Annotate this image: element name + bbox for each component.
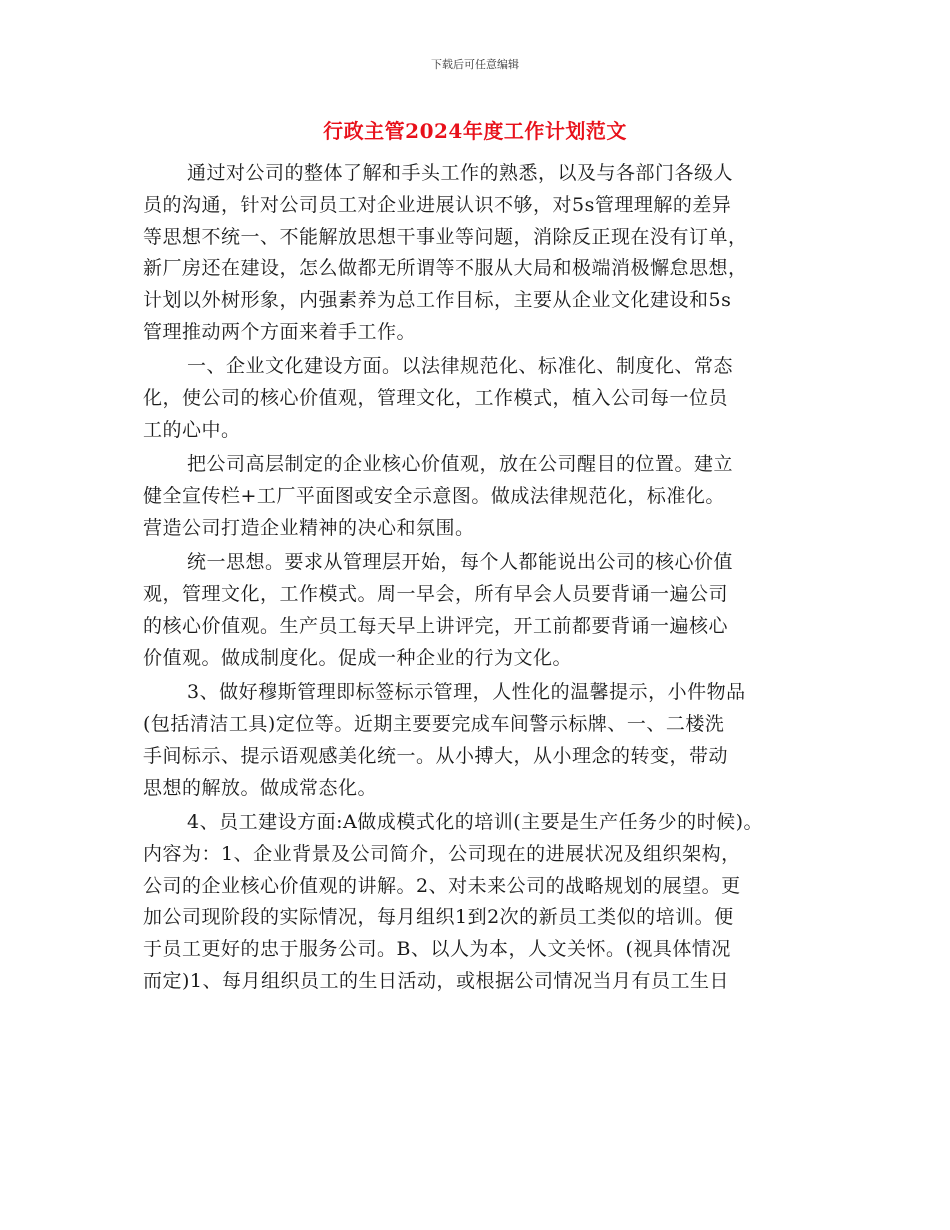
text-line: 3、做好穆斯管理即标签标示管理，人性化的温馨提示，小件物品 [187,681,746,704]
text-line: 等思想不统一、不能解放思想干事业等问题，消除反正现在没有订单， [143,225,748,248]
text-line: (包括清洁工具)定位等。近期主要要完成车间警示标牌、一、二楼洗 [143,712,725,735]
text-line: 思想的解放。做成常态化。 [143,776,378,799]
text-line: 4、员工建设方面:A做成模式化的培训(主要是生产任务少的时候)。 [187,810,764,833]
text-line: 通过对公司的整体了解和手头工作的熟悉，以及与各部门各级人 [187,162,734,184]
paragraph [143,449,813,544]
text-line: 计划以外树形象，内强素养为总工作目标，主要从企业文化建设和5s [143,289,732,312]
text-line: 化，使公司的核心价值观，管理文化，工作模式，植入公司每一位员 [143,387,729,410]
text-line: 的核心价值观。生产员工每天早上讲评完，开工前都要背诵一遍核心 [143,614,729,637]
text-line: 于员工更好的忠于服务公司。B、以人为本，人文关怀。(视具体情况 [143,938,731,961]
text-line: 一、企业文化建设方面。以法律规范化、标准化、制度化、常态 [187,355,734,378]
text-line: 加公司现阶段的实际情况，每月组织1到2次的新员工类似的培训。便 [143,906,734,929]
text-line: 统一思想。要求从管理层开始，每个人都能说出公司的核心价值 [187,551,734,574]
paragraph [143,158,813,349]
text-line: 而定)1、每月组织员工的生日活动，或根据公司情况当月有员工生日 [143,969,730,992]
paragraph [143,351,813,446]
text-line: 管理推动两个方面来着手工作。 [143,320,417,343]
text-line: 价值观。做成制度化。促成一种企业的行为文化。 [143,646,573,669]
document-body [143,158,813,1000]
text-line: 健全宣传栏+工厂平面图或安全示意图。做成法律规范化，标准化。 [143,485,725,508]
page-header-note: 下载后可任意编辑 [431,58,519,71]
text-line: 把公司高层制定的企业核心价值观，放在公司醒目的位置。建立 [187,453,734,476]
text-line: 观，管理文化，工作模式。周一早会，所有早会人员要背诵一遍公司 [143,583,729,606]
paragraph [143,677,813,804]
text-line: 新厂房还在建设，怎么做都无所谓等不服从大局和极端消极懈怠思想， [143,257,748,280]
text-line: 手间标示、提示语观感美化统一。从小搏大，从小理念的转变，带动 [143,744,729,767]
text-line: 营造公司打造企业精神的决心和氛围。 [143,516,475,539]
text-line: 员的沟通，针对公司员工对企业进展认识不够，对5s管理理解的差异 [143,193,732,216]
text-line: 内容为：1、企业背景及公司简介，公司现在的进展状况及组织架构， [143,842,741,865]
paragraph [143,807,813,998]
paragraph [143,547,813,674]
text-line: 公司的企业核心价值观的讲解。2、对未来公司的战略规划的展望。更 [143,874,741,897]
document-title: 行政主管2024年度工作计划范文 [323,119,627,143]
text-line: 工的心中。 [143,418,241,441]
